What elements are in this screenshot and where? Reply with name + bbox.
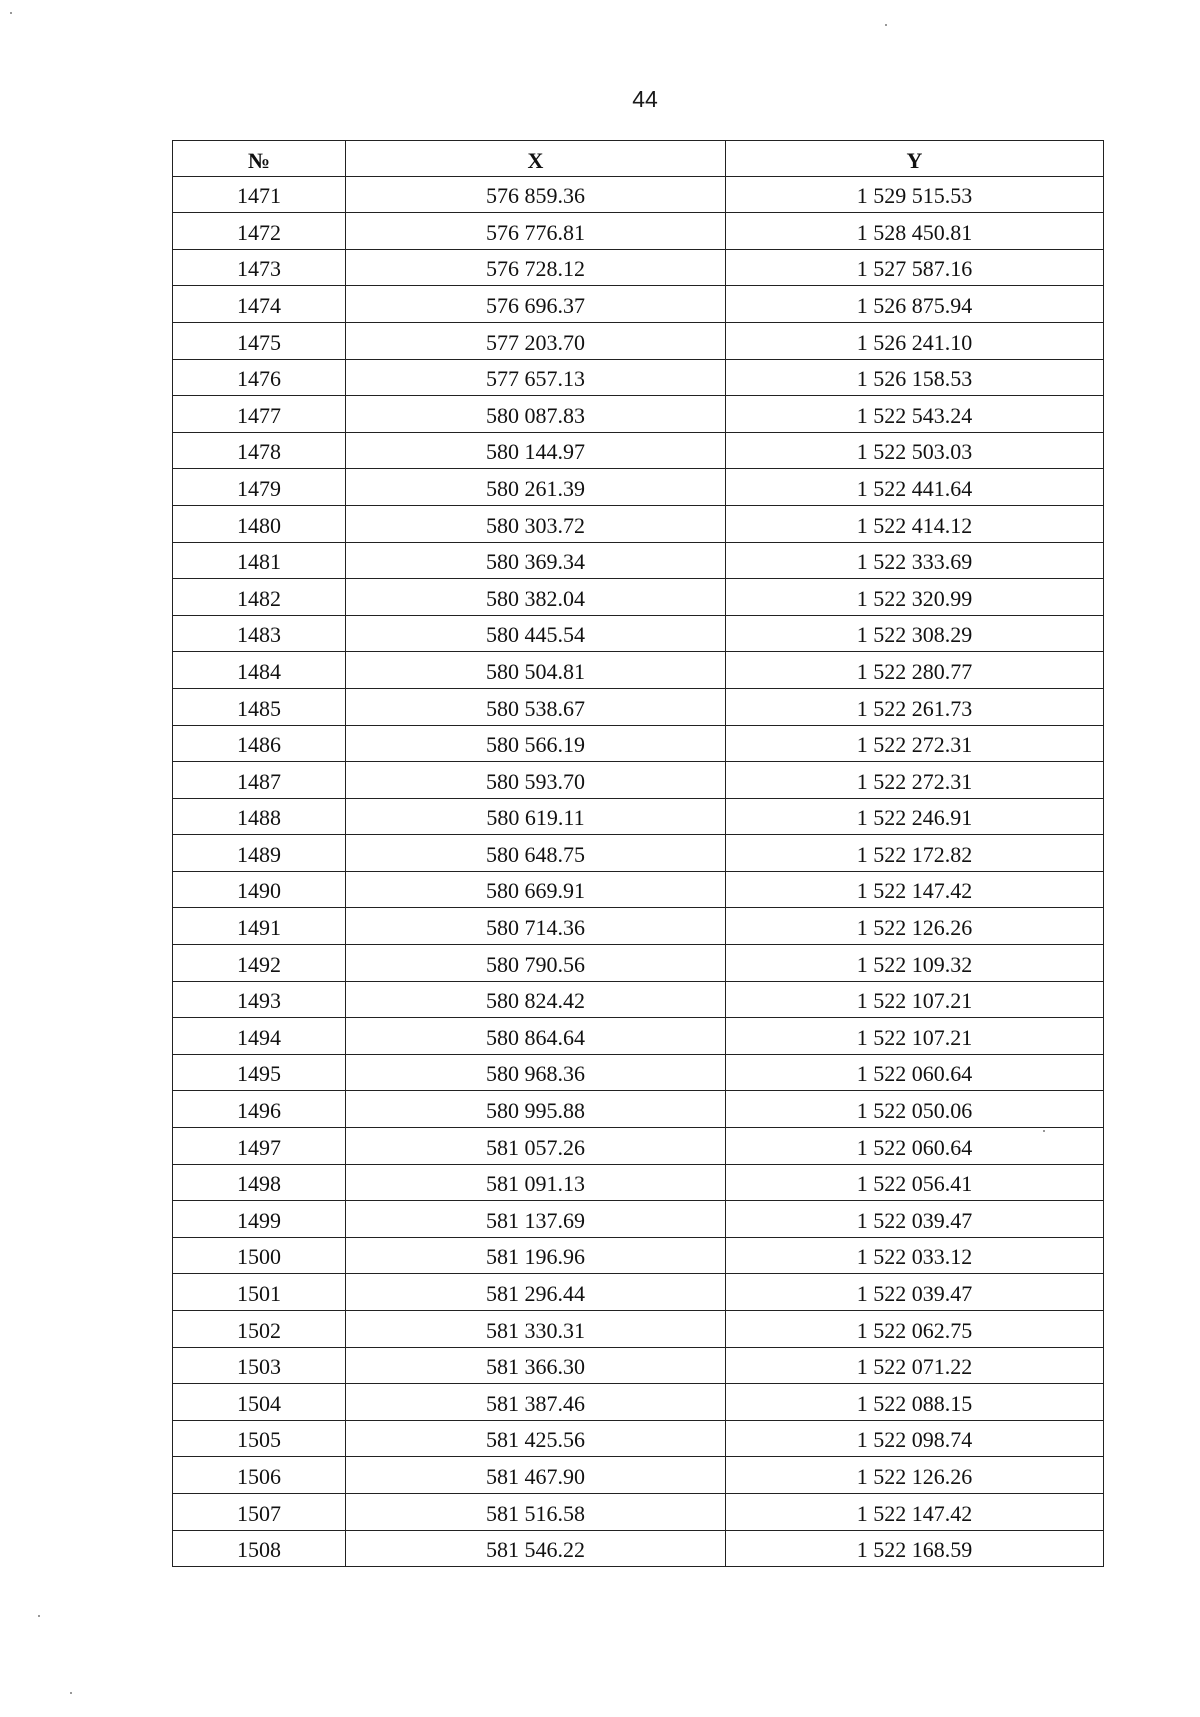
scan-speck (38, 1615, 40, 1617)
point-number-cell: 1508 (173, 1530, 346, 1567)
x-coordinate-cell: 576 859.36 (346, 176, 726, 213)
y-coordinate-cell: 1 522 126.26 (726, 1457, 1104, 1494)
table-row (173, 1384, 1104, 1421)
x-coordinate-cell: 576 776.81 (346, 213, 726, 250)
point-number-cell: 1474 (173, 286, 346, 323)
table-row (173, 871, 1104, 908)
x-coordinate-cell: 580 790.56 (346, 945, 726, 982)
table-row (173, 432, 1104, 469)
point-number-cell: 1489 (173, 835, 346, 872)
x-coordinate-cell: 580 619.11 (346, 798, 726, 835)
y-coordinate-cell: 1 522 272.31 (726, 725, 1104, 762)
table-row (173, 762, 1104, 799)
x-coordinate-cell: 577 657.13 (346, 359, 726, 396)
x-coordinate-cell: 580 369.34 (346, 542, 726, 579)
y-coordinate-cell: 1 526 875.94 (726, 286, 1104, 323)
table-header-row (173, 141, 1104, 177)
point-number-cell: 1498 (173, 1164, 346, 1201)
x-coordinate-cell: 581 516.58 (346, 1493, 726, 1530)
y-coordinate-cell: 1 522 056.41 (726, 1164, 1104, 1201)
table-row (173, 798, 1104, 835)
table-row (173, 359, 1104, 396)
point-number-cell: 1492 (173, 945, 346, 982)
y-coordinate-cell: 1 522 272.31 (726, 762, 1104, 799)
coordinates-table (172, 140, 1104, 1567)
point-number-cell: 1507 (173, 1493, 346, 1530)
table-row (173, 1018, 1104, 1055)
point-number-cell: 1477 (173, 396, 346, 433)
y-coordinate-cell: 1 529 515.53 (726, 176, 1104, 213)
x-coordinate-cell: 581 387.46 (346, 1384, 726, 1421)
table-row (173, 176, 1104, 213)
point-number-cell: 1471 (173, 176, 346, 213)
point-number-cell: 1476 (173, 359, 346, 396)
table-row (173, 1237, 1104, 1274)
y-coordinate-cell: 1 522 168.59 (726, 1530, 1104, 1567)
point-number-cell: 1473 (173, 249, 346, 286)
x-coordinate-cell: 580 538.67 (346, 688, 726, 725)
y-coordinate-cell: 1 522 062.75 (726, 1311, 1104, 1348)
table-body (173, 176, 1104, 1567)
table-row (173, 542, 1104, 579)
y-coordinate-cell: 1 522 320.99 (726, 579, 1104, 616)
y-coordinate-cell: 1 526 241.10 (726, 322, 1104, 359)
point-number-cell: 1479 (173, 469, 346, 506)
x-coordinate-cell: 580 504.81 (346, 652, 726, 689)
scan-speck (885, 24, 887, 26)
table-row (173, 908, 1104, 945)
y-coordinate-cell: 1 526 158.53 (726, 359, 1104, 396)
table-row (173, 1091, 1104, 1128)
x-coordinate-cell: 580 648.75 (346, 835, 726, 872)
x-coordinate-cell: 576 696.37 (346, 286, 726, 323)
point-number-cell: 1488 (173, 798, 346, 835)
y-coordinate-cell: 1 522 261.73 (726, 688, 1104, 725)
point-number-cell: 1505 (173, 1420, 346, 1457)
x-coordinate-cell: 580 864.64 (346, 1018, 726, 1055)
y-coordinate-cell: 1 528 450.81 (726, 213, 1104, 250)
point-number-cell: 1502 (173, 1311, 346, 1348)
header-y: Y (726, 141, 1104, 177)
point-number-cell: 1501 (173, 1274, 346, 1311)
point-number-cell: 1491 (173, 908, 346, 945)
table-row (173, 1457, 1104, 1494)
y-coordinate-cell: 1 527 587.16 (726, 249, 1104, 286)
y-coordinate-cell: 1 522 039.47 (726, 1201, 1104, 1238)
y-coordinate-cell: 1 522 543.24 (726, 396, 1104, 433)
point-number-cell: 1503 (173, 1347, 346, 1384)
table-row (173, 1347, 1104, 1384)
y-coordinate-cell: 1 522 147.42 (726, 871, 1104, 908)
point-number-cell: 1480 (173, 505, 346, 542)
point-number-cell: 1500 (173, 1237, 346, 1274)
table-row (173, 981, 1104, 1018)
y-coordinate-cell: 1 522 071.22 (726, 1347, 1104, 1384)
y-coordinate-cell: 1 522 147.42 (726, 1493, 1104, 1530)
x-coordinate-cell: 581 196.96 (346, 1237, 726, 1274)
x-coordinate-cell: 581 366.30 (346, 1347, 726, 1384)
table-row (173, 505, 1104, 542)
y-coordinate-cell: 1 522 060.64 (726, 1128, 1104, 1165)
table-row (173, 1493, 1104, 1530)
y-coordinate-cell: 1 522 333.69 (726, 542, 1104, 579)
x-coordinate-cell: 581 091.13 (346, 1164, 726, 1201)
y-coordinate-cell: 1 522 109.32 (726, 945, 1104, 982)
x-coordinate-cell: 580 593.70 (346, 762, 726, 799)
x-coordinate-cell: 580 261.39 (346, 469, 726, 506)
table-row (173, 1420, 1104, 1457)
y-coordinate-cell: 1 522 050.06 (726, 1091, 1104, 1128)
y-coordinate-cell: 1 522 088.15 (726, 1384, 1104, 1421)
table-row (173, 1164, 1104, 1201)
point-number-cell: 1483 (173, 615, 346, 652)
table-row (173, 249, 1104, 286)
point-number-cell: 1504 (173, 1384, 346, 1421)
x-coordinate-cell: 576 728.12 (346, 249, 726, 286)
table-row (173, 213, 1104, 250)
x-coordinate-cell: 580 995.88 (346, 1091, 726, 1128)
x-coordinate-cell: 581 546.22 (346, 1530, 726, 1567)
x-coordinate-cell: 580 445.54 (346, 615, 726, 652)
point-number-cell: 1481 (173, 542, 346, 579)
x-coordinate-cell: 581 330.31 (346, 1311, 726, 1348)
x-coordinate-cell: 581 296.44 (346, 1274, 726, 1311)
table-row (173, 1311, 1104, 1348)
table-row (173, 1530, 1104, 1567)
x-coordinate-cell: 577 203.70 (346, 322, 726, 359)
point-number-cell: 1482 (173, 579, 346, 616)
y-coordinate-cell: 1 522 033.12 (726, 1237, 1104, 1274)
y-coordinate-cell: 1 522 060.64 (726, 1054, 1104, 1091)
table-row (173, 615, 1104, 652)
x-coordinate-cell: 581 057.26 (346, 1128, 726, 1165)
scan-speck (1043, 1130, 1045, 1132)
x-coordinate-cell: 581 467.90 (346, 1457, 726, 1494)
table-row (173, 322, 1104, 359)
y-coordinate-cell: 1 522 107.21 (726, 1018, 1104, 1055)
point-number-cell: 1499 (173, 1201, 346, 1238)
y-coordinate-cell: 1 522 098.74 (726, 1420, 1104, 1457)
x-coordinate-cell: 580 382.04 (346, 579, 726, 616)
point-number-cell: 1494 (173, 1018, 346, 1055)
table-row (173, 1274, 1104, 1311)
table-row (173, 1128, 1104, 1165)
point-number-cell: 1490 (173, 871, 346, 908)
scan-speck (70, 1692, 72, 1694)
point-number-cell: 1475 (173, 322, 346, 359)
y-coordinate-cell: 1 522 126.26 (726, 908, 1104, 945)
table-row (173, 688, 1104, 725)
x-coordinate-cell: 580 144.97 (346, 432, 726, 469)
point-number-cell: 1493 (173, 981, 346, 1018)
table-row (173, 835, 1104, 872)
x-coordinate-cell: 581 425.56 (346, 1420, 726, 1457)
x-coordinate-cell: 580 968.36 (346, 1054, 726, 1091)
x-coordinate-cell: 580 669.91 (346, 871, 726, 908)
y-coordinate-cell: 1 522 308.29 (726, 615, 1104, 652)
table-row (173, 396, 1104, 433)
y-coordinate-cell: 1 522 280.77 (726, 652, 1104, 689)
table-row (173, 652, 1104, 689)
table-row (173, 1054, 1104, 1091)
y-coordinate-cell: 1 522 172.82 (726, 835, 1104, 872)
table-row (173, 286, 1104, 323)
point-number-cell: 1478 (173, 432, 346, 469)
header-x: X (346, 141, 726, 177)
table-row (173, 469, 1104, 506)
y-coordinate-cell: 1 522 414.12 (726, 505, 1104, 542)
x-coordinate-cell: 580 566.19 (346, 725, 726, 762)
point-number-cell: 1485 (173, 688, 346, 725)
y-coordinate-cell: 1 522 107.21 (726, 981, 1104, 1018)
point-number-cell: 1472 (173, 213, 346, 250)
scan-speck (10, 12, 12, 14)
point-number-cell: 1496 (173, 1091, 346, 1128)
table-row (173, 1201, 1104, 1238)
x-coordinate-cell: 580 824.42 (346, 981, 726, 1018)
table-row (173, 725, 1104, 762)
point-number-cell: 1486 (173, 725, 346, 762)
table-row (173, 579, 1104, 616)
point-number-cell: 1506 (173, 1457, 346, 1494)
x-coordinate-cell: 581 137.69 (346, 1201, 726, 1238)
x-coordinate-cell: 580 087.83 (346, 396, 726, 433)
y-coordinate-cell: 1 522 246.91 (726, 798, 1104, 835)
point-number-cell: 1484 (173, 652, 346, 689)
point-number-cell: 1495 (173, 1054, 346, 1091)
table-row (173, 945, 1104, 982)
header-number: № (173, 141, 346, 177)
page-number: 44 (632, 86, 658, 112)
y-coordinate-cell: 1 522 039.47 (726, 1274, 1104, 1311)
x-coordinate-cell: 580 714.36 (346, 908, 726, 945)
point-number-cell: 1487 (173, 762, 346, 799)
point-number-cell: 1497 (173, 1128, 346, 1165)
y-coordinate-cell: 1 522 503.03 (726, 432, 1104, 469)
x-coordinate-cell: 580 303.72 (346, 505, 726, 542)
y-coordinate-cell: 1 522 441.64 (726, 469, 1104, 506)
